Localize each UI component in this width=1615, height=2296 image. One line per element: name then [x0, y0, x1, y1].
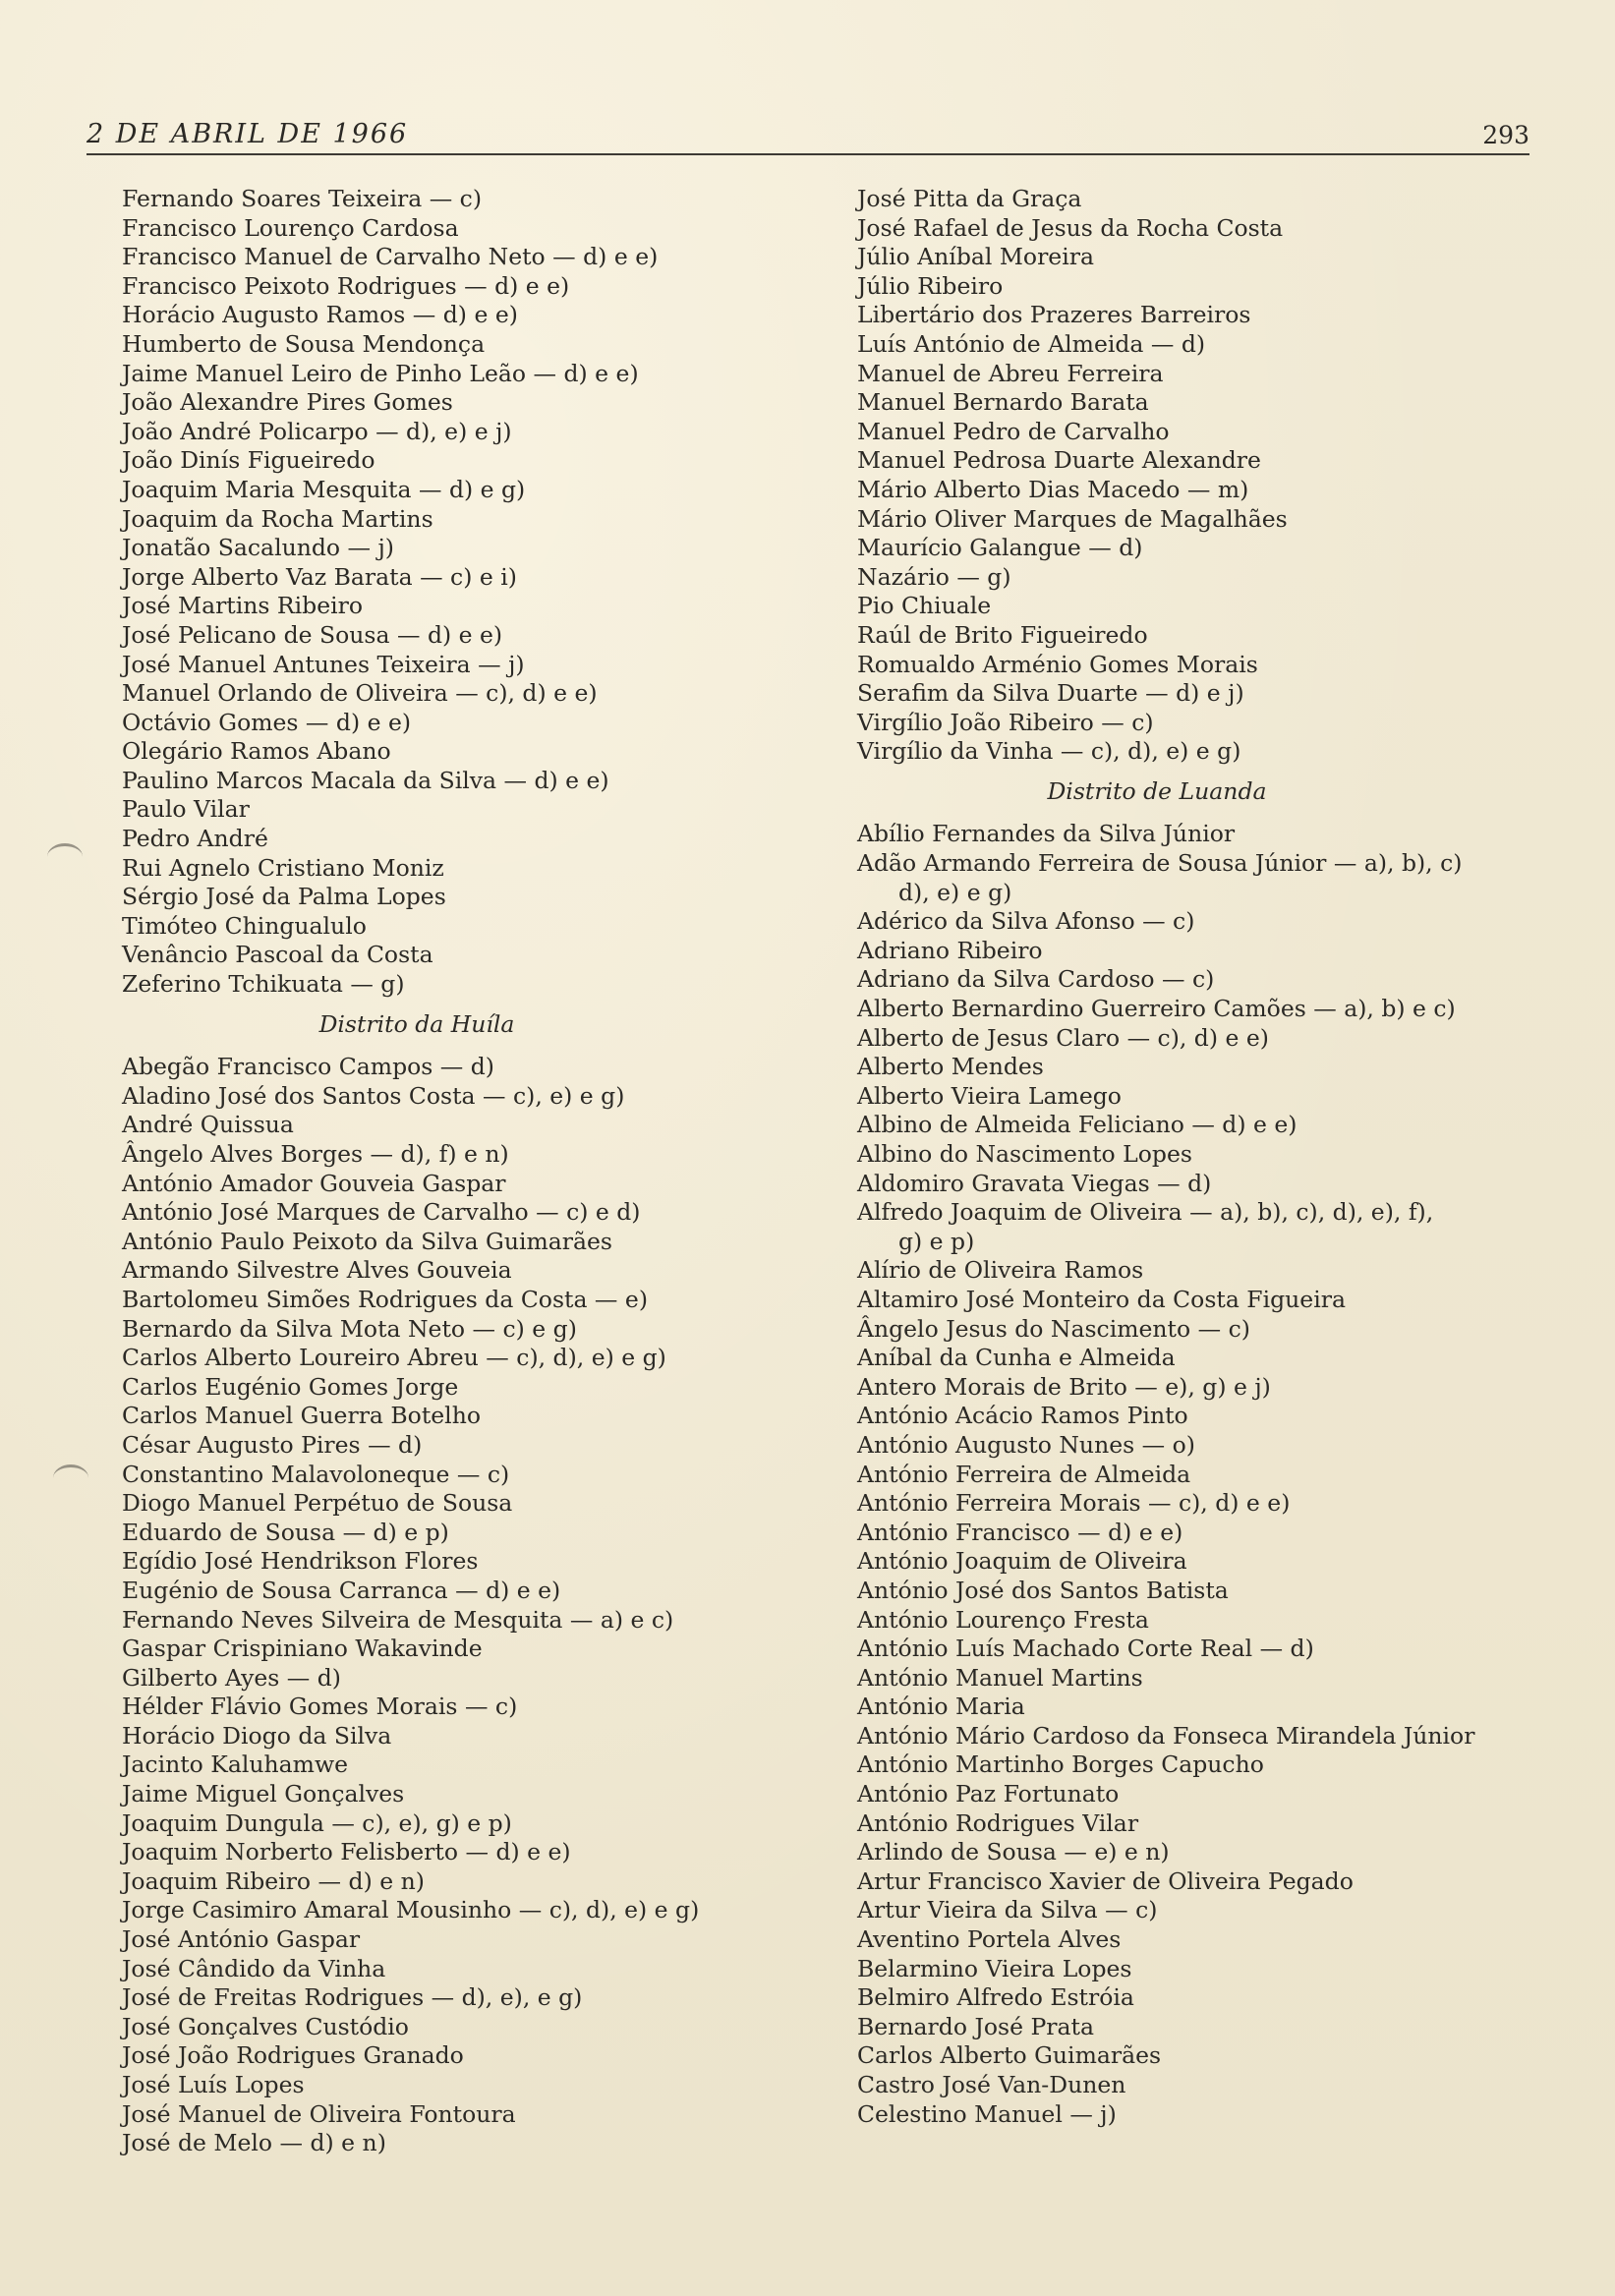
list-item: Albino de Almeida Feliciano — d) e e): [857, 1111, 1298, 1139]
list-item: Pedro André: [122, 825, 268, 853]
list-item: Manuel Pedro de Carvalho: [857, 417, 1170, 445]
list-item: André Quissua: [122, 1111, 294, 1139]
list-item: António Rodrigues Vilar: [857, 1808, 1139, 1837]
list-item: António Manuel Martins: [857, 1663, 1143, 1692]
list-item: José António Gaspar: [122, 1925, 361, 1954]
list-item: Gilberto Ayes — d): [122, 1663, 341, 1692]
list-item: Libertário dos Prazeres Barreiros: [857, 301, 1251, 329]
list-item: Octávio Gomes — d) e e): [122, 708, 412, 736]
list-item: Alberto Mendes: [857, 1053, 1044, 1081]
list-item: José Manuel de Oliveira Fontoura: [122, 2099, 516, 2128]
list-item: Castro José Van-Dunen: [857, 2071, 1126, 2098]
list-item: António José dos Santos Batista: [857, 1576, 1229, 1604]
list-item: Manuel Orlando de Oliveira — c), d) e e): [122, 679, 598, 708]
list-item: Egídio José Hendrikson Flores: [122, 1547, 479, 1576]
list-item: Horácio Diogo da Silva: [122, 1721, 392, 1750]
list-item: Jonatão Sacalundo — j): [122, 534, 394, 562]
list-item: Virgílio da Vinha — c), d), e) e g): [857, 737, 1241, 766]
list-item: João Dinís Figueiredo: [122, 446, 375, 475]
section-heading: Distrito da Huíla: [318, 1009, 515, 1038]
list-item: Artur Francisco Xavier de Oliveira Pegado: [857, 1866, 1354, 1895]
list-item: António Paz Fortunato: [857, 1780, 1120, 1808]
left-column: [122, 185, 810, 2158]
list-item: Mário Alberto Dias Macedo — m): [857, 475, 1249, 503]
list-item: Joaquim Norberto Felisberto — d) e e): [122, 1838, 571, 1866]
list-item: Carlos Eugénio Gomes Jorge: [122, 1372, 459, 1401]
list-item: Carlos Alberto Guimarães: [857, 2041, 1162, 2070]
page-number: 293: [1482, 121, 1529, 149]
list-item: Romualdo Arménio Gomes Morais: [857, 650, 1258, 678]
list-item: João Alexandre Pires Gomes: [122, 388, 453, 417]
list-item: Alberto Bernardino Guerreiro Camões — a), b) e c): [857, 995, 1456, 1023]
list-item: Gaspar Crispiniano Wakavinde: [122, 1635, 483, 1663]
list-item: Jaime Miguel Gonçalves: [122, 1780, 405, 1808]
list-item: Carlos Alberto Loureiro Abreu — c), d), e) e g): [122, 1344, 666, 1372]
list-item: Horácio Augusto Ramos — d) e e): [122, 301, 518, 329]
list-item: Adérico da Silva Afonso — c): [857, 907, 1195, 936]
section-heading: Distrito de Luanda: [1047, 776, 1267, 805]
list-item: António Amador Gouveia Gaspar: [122, 1169, 506, 1197]
list-item: Júlio Aníbal Moreira: [857, 243, 1094, 271]
list-item: António Francisco — d) e e): [857, 1518, 1183, 1546]
list-item: Paulo Vilar: [122, 795, 250, 824]
list-item: Joaquim da Rocha Martins: [122, 504, 433, 533]
list-item: Constantino Malavoloneque — c): [122, 1460, 510, 1488]
list-item: Júlio Ribeiro: [857, 271, 1004, 300]
list-item: Timóteo Chingualulo: [122, 911, 367, 940]
list-item: Belarmino Vieira Lopes: [857, 1954, 1132, 1982]
list-item: Adriano da Silva Cardoso — c): [857, 965, 1215, 994]
list-item: Zeferino Tchikuata — g): [122, 970, 405, 999]
list-item: Humberto de Sousa Mendonça: [122, 329, 486, 358]
list-item: Pio Chiuale: [857, 592, 992, 620]
list-item: Maurício Galangue — d): [857, 534, 1143, 562]
list-item: Altamiro José Monteiro da Costa Figueira: [857, 1285, 1346, 1313]
list-item: Rui Agnelo Cristiano Moniz: [122, 853, 444, 882]
list-item: Carlos Manuel Guerra Botelho: [122, 1402, 481, 1430]
list-item: António Martinho Borges Capucho: [857, 1751, 1264, 1779]
list-item: Luís António de Almeida — d): [857, 329, 1206, 358]
list-item: Jaime Manuel Leiro de Pinho Leão — d) e e): [122, 359, 639, 387]
list-item: António Maria: [857, 1693, 1025, 1721]
list-item: Alírio de Oliveira Ramos: [857, 1256, 1144, 1285]
list-item: António Acácio Ramos Pinto: [857, 1402, 1188, 1430]
list-item: Francisco Manuel de Carvalho Neto — d) e e): [122, 243, 659, 271]
list-item: José Pelicano de Sousa — d) e e): [122, 620, 503, 649]
list-item: Bernardo da Silva Mota Neto — c) e g): [122, 1314, 577, 1343]
list-item: José Cândido da Vinha: [122, 1954, 386, 1982]
list-item: Adão Armando Ferreira de Sousa Júnior — a), b), c): [857, 849, 1463, 878]
list-item: Ângelo Alves Borges — d), f) e n): [122, 1140, 509, 1168]
header-date: 2 DE ABRIL DE 1966: [87, 119, 409, 149]
list-item: José de Freitas Rodrigues — d), e), e g): [122, 1983, 583, 2012]
list-item: Abílio Fernandes da Silva Júnior: [857, 820, 1236, 848]
list-item: Venâncio Pascoal da Costa: [122, 941, 433, 969]
list-item-continuation: g) e p): [898, 1227, 975, 1255]
list-item: Arlindo de Sousa — e) e n): [857, 1838, 1170, 1866]
list-item: Aldomiro Gravata Viegas — d): [857, 1169, 1212, 1197]
list-item: Aladino José dos Santos Costa — c), e) e g): [122, 1081, 625, 1110]
list-item: Virgílio João Ribeiro — c): [857, 708, 1154, 736]
list-item: Manuel Pedrosa Duarte Alexandre: [857, 446, 1261, 475]
list-item: José Martins Ribeiro: [122, 592, 363, 620]
list-item: Serafim da Silva Duarte — d) e j): [857, 679, 1244, 708]
list-item: António Ferreira Morais — c), d) e e): [857, 1489, 1291, 1518]
list-item: José Pitta da Graça: [857, 185, 1082, 212]
list-item: António Lourenço Fresta: [857, 1605, 1149, 1634]
list-item: Aventino Portela Alves: [857, 1925, 1122, 1954]
list-item: Bernardo José Prata: [857, 2012, 1094, 2040]
list-item: Hélder Flávio Gomes Morais — c): [122, 1693, 518, 1721]
list-item: Belmiro Alfredo Estróia: [857, 1983, 1134, 2012]
list-item: Manuel Bernardo Barata: [857, 388, 1149, 417]
list-item: Eugénio de Sousa Carranca — d) e e): [122, 1576, 561, 1604]
list-item: José João Rodrigues Granado: [122, 2041, 464, 2070]
punch-hole-mark: [47, 843, 83, 870]
list-item: Bartolomeu Simões Rodrigues da Costa — e): [122, 1285, 648, 1313]
list-item: Joaquim Dungula — c), e), g) e p): [122, 1808, 512, 1837]
list-item: José Luís Lopes: [122, 2071, 305, 2098]
list-item: António Augusto Nunes — o): [857, 1430, 1195, 1459]
list-item: Jorge Alberto Vaz Barata — c) e i): [122, 562, 517, 591]
list-item-continuation: d), e) e g): [898, 878, 1012, 906]
list-item: José Rafael de Jesus da Rocha Costa: [857, 213, 1284, 242]
list-item: Paulino Marcos Macala da Silva — d) e e): [122, 766, 609, 794]
list-item: Mário Oliver Marques de Magalhães: [857, 504, 1288, 533]
list-item: Olegário Ramos Abano: [122, 737, 391, 766]
list-item: Alberto Vieira Lamego: [857, 1081, 1122, 1110]
list-item: Aníbal da Cunha e Almeida: [857, 1344, 1176, 1372]
list-item: José Gonçalves Custódio: [122, 2012, 409, 2040]
list-item: Fernando Soares Teixeira — c): [122, 185, 482, 212]
list-item: Joaquim Maria Mesquita — d) e g): [122, 475, 526, 503]
list-item: Joaquim Ribeiro — d) e n): [122, 1866, 425, 1895]
punch-hole-mark: [53, 1464, 88, 1491]
list-item: Ângelo Jesus do Nascimento — c): [857, 1314, 1250, 1343]
list-item: João André Policarpo — d), e) e j): [122, 417, 512, 445]
list-item: Adriano Ribeiro: [857, 936, 1043, 964]
list-item: Eduardo de Sousa — d) e p): [122, 1518, 449, 1546]
list-item: Francisco Peixoto Rodrigues — d) e e): [122, 271, 570, 300]
list-item: Celestino Manuel — j): [857, 2099, 1117, 2128]
list-item: Raúl de Brito Figueiredo: [857, 620, 1148, 649]
list-item: Abegão Francisco Campos — d): [122, 1053, 494, 1081]
list-item: Francisco Lourenço Cardosa: [122, 213, 459, 242]
right-column: [857, 185, 1565, 2129]
list-item: Nazário — g): [857, 562, 1011, 591]
list-item: César Augusto Pires — d): [122, 1430, 423, 1459]
list-item: Jacinto Kaluhamwe: [122, 1751, 348, 1779]
page-header: [87, 116, 1529, 155]
list-item: António Luís Machado Corte Real — d): [857, 1635, 1314, 1663]
list-item: António Ferreira de Almeida: [857, 1460, 1191, 1488]
list-item: Alberto de Jesus Claro — c), d) e e): [857, 1023, 1269, 1052]
list-item: José Manuel Antunes Teixeira — j): [122, 650, 525, 678]
list-item: António Paulo Peixoto da Silva Guimarães: [122, 1227, 612, 1255]
list-item: Fernando Neves Silveira de Mesquita — a) e c): [122, 1605, 674, 1634]
list-item: Antero Morais de Brito — e), g) e j): [857, 1372, 1271, 1401]
list-item: António Joaquim de Oliveira: [857, 1547, 1187, 1576]
list-item: Manuel de Abreu Ferreira: [857, 359, 1164, 387]
list-item: José de Melo — d) e n): [122, 2129, 386, 2157]
list-item: Jorge Casimiro Amaral Mousinho — c), d), e) e g): [122, 1896, 700, 1924]
list-item: António José Marques de Carvalho — c) e d): [122, 1198, 641, 1227]
list-item: Sérgio José da Palma Lopes: [122, 883, 446, 911]
list-item: Armando Silvestre Alves Gouveia: [122, 1256, 512, 1285]
list-item: Alfredo Joaquim de Oliveira — a), b), c), d), e), f),: [857, 1198, 1434, 1227]
list-item: Diogo Manuel Perpétuo de Sousa: [122, 1489, 513, 1518]
list-item: Artur Vieira da Silva — c): [857, 1896, 1158, 1924]
list-item: Albino do Nascimento Lopes: [857, 1140, 1192, 1168]
list-item: António Mário Cardoso da Fonseca Mirandela Júnior: [857, 1721, 1475, 1750]
